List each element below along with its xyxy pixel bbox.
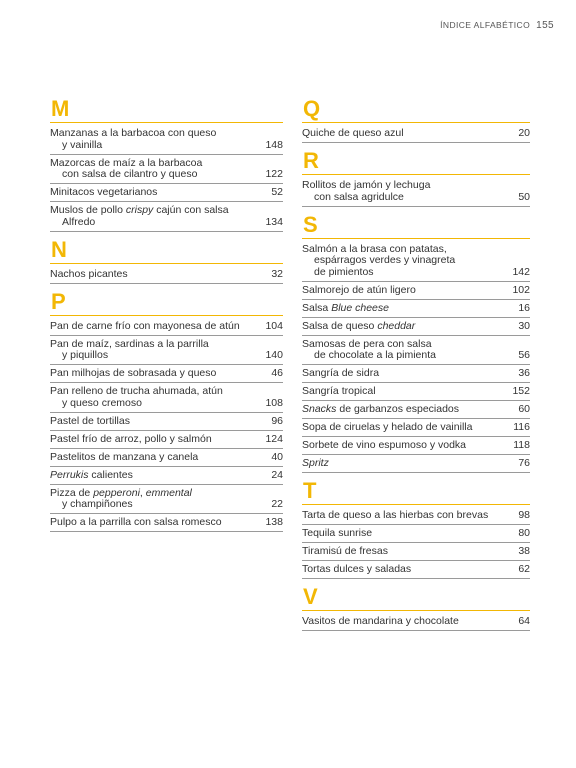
title-text: Pan milhojas de sobrasada y queso [50, 367, 217, 379]
entry-page-number: 108 [265, 396, 283, 409]
index-entry [50, 415, 283, 431]
index-section-p [50, 289, 283, 533]
entry-page-number: 64 [518, 615, 530, 627]
entry-title [302, 528, 508, 540]
entry-title [50, 488, 261, 511]
title-text: Minitacos vegetarianos [50, 186, 158, 198]
title-text: Salmón a la brasa con patatas, [302, 242, 447, 255]
entry-title-line [302, 368, 502, 380]
entry-title-line [50, 398, 255, 410]
title-italic-text: crispy [125, 204, 154, 216]
entry-title [302, 128, 508, 140]
entry-page-number: 122 [265, 168, 283, 180]
title-text: Sangría de sidra [302, 367, 380, 379]
index-section-v [302, 584, 530, 631]
entry-page-number: 38 [518, 545, 530, 557]
index-section-q [302, 96, 530, 143]
section-letter: S [302, 212, 530, 239]
title-text: de pimientos [314, 265, 374, 278]
index-section-t [302, 478, 530, 579]
index-entry [302, 302, 530, 318]
entry-title-line [302, 510, 502, 522]
title-italic-text: emmental [145, 486, 192, 499]
entry-page-number: 40 [271, 450, 283, 463]
index-entry [302, 127, 530, 143]
entry-title [302, 422, 508, 434]
entry-title-line [50, 416, 255, 428]
entry-title [50, 517, 261, 529]
entry-title-line [50, 187, 255, 199]
entry-title-line [50, 321, 255, 333]
entry-title-line [50, 434, 255, 446]
entry-title [50, 158, 261, 181]
entry-page-number: 50 [518, 190, 530, 203]
section-letter: V [302, 584, 530, 611]
entry-title [302, 546, 508, 558]
index-column-left [50, 96, 283, 537]
entry-page-number: 52 [271, 186, 283, 198]
title-text: Pan de carne frío con mayonesa de atún [50, 319, 240, 332]
entry-title [302, 404, 508, 416]
title-text: Alfredo [62, 215, 96, 228]
entry-list [302, 179, 530, 207]
entry-page-number: 56 [518, 349, 530, 361]
entry-page-number: 32 [271, 267, 283, 280]
entry-page-number: 142 [512, 265, 530, 278]
entry-title [302, 303, 508, 315]
title-text: y vainilla [62, 138, 103, 151]
section-letter: P [50, 289, 283, 316]
index-section-s [302, 212, 530, 474]
entry-title-line [302, 303, 502, 315]
entry-title-line [302, 564, 502, 576]
title-text: Rollitos de jamón y lechuga [302, 179, 431, 191]
entry-page-number: 134 [265, 215, 283, 228]
entry-title-line [302, 267, 502, 279]
entry-title [302, 285, 508, 297]
entry-title-line [302, 192, 502, 204]
entry-list [302, 615, 530, 631]
entry-list [50, 320, 283, 533]
entry-title-line [302, 321, 502, 333]
entry-page-number: 118 [513, 439, 530, 451]
index-entry [50, 268, 283, 284]
title-text: Tortas dulces y saladas [302, 563, 412, 575]
entry-title [302, 616, 508, 628]
entry-title-line [50, 368, 255, 380]
title-text: calientes [88, 468, 133, 481]
index-entry [302, 563, 530, 579]
title-italic-text: cheddar [377, 319, 416, 332]
entry-page-number: 62 [518, 563, 530, 575]
index-entry [302, 320, 530, 336]
index-entry [302, 284, 530, 300]
entry-title [50, 339, 261, 362]
title-text: Manzanas a la barbacoa con queso [50, 127, 217, 139]
entry-title [302, 386, 508, 398]
entry-title [302, 564, 508, 576]
entry-page-number: 60 [518, 403, 530, 415]
title-text: Pan relleno de trucha ahumada, atún [50, 385, 223, 397]
index-entry [302, 615, 530, 631]
title-italic-text: pepperoni [93, 486, 140, 499]
index-entry [302, 421, 530, 437]
section-letter: T [302, 478, 530, 505]
title-text: cajún con salsa [153, 204, 229, 216]
title-italic-text: Perrukis [50, 468, 89, 481]
index-entry [50, 338, 283, 366]
index-entry [50, 157, 283, 185]
entry-title [50, 128, 261, 151]
index-entry [302, 439, 530, 455]
entry-page-number: 104 [265, 319, 283, 332]
title-text: espárragos verdes y vinagreta [314, 254, 456, 266]
entry-title [302, 244, 508, 279]
entry-list [302, 127, 530, 143]
index-entry [50, 186, 283, 202]
entry-page-number: 138 [265, 516, 283, 528]
title-text: Vasitos de mandarina y chocolate [302, 615, 459, 627]
entry-title-line [50, 499, 255, 511]
page-number: 155 [536, 20, 554, 31]
title-text: Salsa de queso [302, 319, 378, 332]
entry-title [50, 269, 261, 281]
index-entry [302, 527, 530, 543]
entry-list [302, 509, 530, 579]
entry-title-line [50, 470, 255, 482]
entry-title-line [302, 386, 502, 398]
entry-title [302, 510, 508, 522]
index-section-r [302, 148, 530, 207]
title-text: de chocolate a la pimienta [314, 349, 436, 361]
running-header [440, 20, 554, 31]
entry-title-line [302, 546, 502, 558]
title-text: Muslos de pollo [50, 204, 126, 216]
entry-page-number: 80 [518, 527, 530, 539]
index-entry [50, 127, 283, 155]
index-entry [302, 403, 530, 419]
title-text: con salsa agridulce [314, 190, 404, 203]
title-text: Quiche de queso azul [302, 127, 404, 139]
entry-title-line [50, 269, 255, 281]
index-entry [302, 367, 530, 383]
index-entry [50, 487, 283, 515]
section-letter: N [50, 237, 283, 264]
entry-page-number: 30 [518, 319, 530, 332]
index-section-n [50, 237, 283, 284]
index-column-right [302, 96, 530, 636]
section-letter: M [50, 96, 283, 123]
entry-title [50, 321, 261, 333]
index-entry [50, 204, 283, 232]
title-text: Sopa de ciruelas y helado de vainilla [302, 421, 473, 433]
entry-page-number: 152 [512, 385, 530, 397]
title-text: Tiramisú de fresas [302, 545, 388, 557]
entry-title [50, 470, 261, 482]
index-entry [302, 243, 530, 282]
entry-page-number: 24 [271, 468, 283, 481]
entry-page-number: 76 [518, 457, 530, 469]
entry-title-line [302, 616, 502, 628]
title-text: Tequila sunrise [302, 527, 373, 539]
entry-title [302, 440, 508, 452]
entry-title [302, 339, 508, 362]
index-entry [302, 338, 530, 366]
index-entry [50, 451, 283, 467]
entry-title-line [302, 285, 502, 297]
entry-title-line [50, 169, 255, 181]
entry-title-line [302, 404, 502, 416]
index-entry [302, 509, 530, 525]
entry-title-line [302, 422, 502, 434]
entry-title [302, 368, 508, 380]
entry-title [302, 458, 508, 470]
index-section-m [50, 96, 283, 232]
entry-page-number: 124 [265, 432, 283, 445]
title-text: Mazorcas de maíz a la barbacoa [50, 156, 203, 169]
entry-title-line [50, 517, 255, 529]
index-entry [50, 385, 283, 413]
title-text: Pastel de tortillas [50, 414, 130, 427]
title-italic-text: Spritz [302, 457, 329, 469]
title-text: y champiñones [62, 498, 133, 510]
entry-title-line [50, 452, 255, 464]
index-entry [302, 385, 530, 401]
index-entry [50, 469, 283, 485]
section-letter: R [302, 148, 530, 175]
index-entry [302, 179, 530, 207]
entry-title-line [302, 440, 502, 452]
index-entry [50, 516, 283, 532]
entry-title-line [302, 350, 502, 362]
title-text: Tarta de queso a las hierbas con brevas [302, 509, 489, 521]
entry-page-number: 96 [271, 414, 283, 427]
title-text: y piquillos [62, 349, 109, 361]
entry-page-number: 36 [518, 367, 530, 379]
entry-title [50, 386, 261, 409]
title-text: Samosas de pera con salsa [302, 337, 432, 350]
index-entry [50, 433, 283, 449]
entry-title-line [50, 217, 255, 229]
index-entry [302, 545, 530, 561]
entry-list [50, 268, 283, 284]
entry-title [302, 321, 508, 333]
entry-page-number: 20 [518, 127, 530, 139]
title-text: de garbanzos especiados [336, 403, 460, 415]
entry-page-number: 46 [271, 367, 283, 379]
title-text: Sangría tropical [302, 385, 376, 397]
title-text: Pulpo a la parrilla con salsa romesco [50, 516, 222, 528]
entry-list [302, 243, 530, 474]
entry-title-line [302, 128, 502, 140]
entry-page-number: 116 [513, 421, 530, 433]
entry-page-number: 22 [271, 498, 283, 510]
title-italic-text: Blue cheese [331, 301, 389, 314]
title-text: Pastel frío de arroz, pollo y salmón [50, 432, 212, 445]
title-text: Salsa [302, 301, 332, 314]
header-title: ÍNDICE ALFABÉTICO [440, 20, 531, 30]
entry-title-line [302, 458, 502, 470]
title-text: , [139, 486, 146, 499]
entry-title [50, 434, 261, 446]
entry-page-number: 140 [265, 349, 283, 361]
entry-list [50, 127, 283, 232]
title-text: y queso cremoso [62, 396, 142, 409]
index-entry [50, 367, 283, 383]
index-entry [50, 320, 283, 336]
title-text: Pizza de [50, 486, 94, 499]
entry-title-line [50, 350, 255, 362]
entry-page-number: 148 [265, 138, 283, 151]
entry-title [302, 180, 508, 203]
entry-title [50, 368, 261, 380]
entry-title [50, 187, 261, 199]
index-entry [302, 457, 530, 473]
title-text: Sorbete de vino espumoso y vodka [302, 439, 467, 451]
title-text: Pastelitos de manzana y canela [50, 450, 199, 463]
entry-title [50, 452, 261, 464]
section-letter: Q [302, 96, 530, 123]
entry-page-number: 102 [512, 283, 530, 296]
title-italic-text: Snacks [302, 403, 337, 415]
entry-title [50, 416, 261, 428]
entry-title-line [50, 140, 255, 152]
entry-page-number: 98 [518, 509, 530, 521]
entry-title [50, 205, 261, 228]
title-text: con salsa de cilantro y queso [62, 168, 198, 180]
title-text: Salmorejo de atún ligero [302, 283, 416, 296]
entry-page-number: 16 [518, 301, 530, 314]
title-text: Pan de maíz, sardinas a la parrilla [50, 337, 209, 350]
title-text: Nachos picantes [50, 267, 128, 280]
entry-title-line [302, 528, 502, 540]
